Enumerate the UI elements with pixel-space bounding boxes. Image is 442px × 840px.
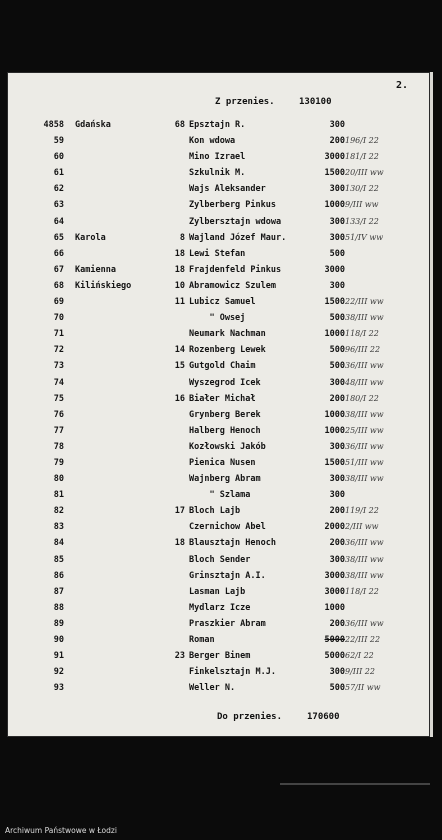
carry-out-label: Do przenies. [217,712,283,722]
ledger-page [7,72,433,737]
house-number: 18 [174,248,185,259]
amount: 500 [329,345,345,356]
handwritten-note: 180/I 22 [345,393,379,403]
person-name: Pienica Nusen [189,457,256,468]
person-name: Zylbersztajn wdowa [189,216,282,227]
ledger-row [7,474,430,490]
amount: 1500 [324,168,345,179]
row-number: 78 [53,441,64,452]
person-name: Halberg Henoch [189,425,261,436]
handwritten-note: 22/III 22 [345,635,381,644]
amount: 300 [329,474,345,485]
ledger-row [7,345,430,361]
house-number: 23 [174,651,185,662]
house-number: 68 [174,120,185,130]
ledger-row [7,233,430,249]
row-number: 71 [53,329,64,340]
ledger-row [7,152,430,168]
amount: 1000 [324,200,345,211]
amount: 300 [329,441,345,452]
amount: 300 [329,377,345,388]
handwritten-note: 57/II ww [345,683,381,693]
person-name: Mino Izrael [189,152,246,163]
ledger-row [7,265,430,281]
person-name: Finkelsztajn M.J. [189,667,276,678]
person-name: " Szlama [189,490,251,501]
person-name: Praszkier Abram [189,618,266,629]
row-number: 68 [53,280,64,291]
row-number: 73 [53,361,64,372]
row-number: 70 [53,313,64,324]
row-number: 67 [53,264,64,275]
row-number: 81 [53,490,64,501]
amount: 1500 [324,297,345,308]
amount: 1000 [324,425,345,436]
person-name: Kon wdowa [189,136,236,147]
house-number: 10 [174,280,185,291]
person-name: Grinsztajn A.I. [189,570,266,581]
amount: 3000 [324,264,345,275]
handwritten-note: 96/III 22 [345,345,381,355]
ledger-row [7,538,430,554]
amount: 500 [329,248,345,259]
amount: 300 [329,232,345,243]
person-name: Kozłowski Jakób [189,441,266,452]
handwritten-note: 36/III ww [345,441,384,451]
amount: 500 [329,683,345,694]
handwritten-note: 9/III ww [345,200,379,210]
ledger-row [7,587,430,603]
ledger-row [7,426,430,442]
row-number: 87 [53,586,64,597]
row-number: 63 [53,200,64,211]
film-strip-edge [280,783,430,785]
handwritten-note: 36/III ww [345,618,384,628]
person-name: Roman [189,635,215,645]
amount: 300 [329,490,345,501]
handwritten-note: 25/III ww [345,425,384,435]
ledger-row [7,394,430,410]
ledger-row [7,571,430,587]
handwritten-note: 20/III ww [345,168,384,178]
amount: 200 [329,136,345,147]
amount: 3000 [324,152,345,163]
ledger-row [7,555,430,571]
person-name: Neumark Nachman [189,329,266,340]
handwritten-note: 22/III ww [345,297,384,307]
amount: 300 [329,280,345,291]
ledger-row [7,635,430,651]
amount: 5000 [324,651,345,662]
row-number: 72 [53,345,64,356]
amount: 300 [329,184,345,195]
handwritten-note: 38/III ww [345,313,384,323]
row-number: 64 [53,216,64,227]
ledger-row [7,281,430,297]
person-name: Epsztajn R. [189,120,246,130]
ledger-row [7,136,430,152]
amount: 200 [329,538,345,549]
person-name: Wajnberg Abram [189,474,261,485]
handwritten-note: 196/I 22 [345,136,379,146]
carry-in-value: 130100 [299,97,332,107]
page-number: 2. [395,80,408,91]
house-number: 18 [174,538,185,549]
person-name: Szkulnik M. [189,168,246,179]
row-number: 60 [53,152,64,163]
ledger-row [7,313,430,329]
ledger-row [7,651,430,667]
amount: 2000 [324,522,345,533]
row-number: 69 [53,297,64,308]
person-name: Berger Binem [189,651,251,662]
ledger-row [7,329,430,345]
ledger-rows [7,120,430,699]
handwritten-note: 36/III ww [345,538,384,548]
amount: 1000 [324,409,345,420]
row-number: 93 [53,683,64,694]
row-number: 90 [53,635,64,645]
person-name: Frajdenfeld Pinkus [189,264,282,275]
house-number: 15 [174,361,185,372]
house-number: 14 [174,345,185,356]
row-number: 77 [53,425,64,436]
handwritten-note: 48/III ww [345,377,384,387]
ledger-row [7,603,430,619]
street-name: Kilińskiego [75,280,132,291]
handwritten-note: 118/I 22 [345,586,379,596]
row-number: 86 [53,570,64,581]
ledger-row [7,200,430,216]
person-name: Wyszegrod Icek [189,377,261,388]
person-name: Wajs Aleksander [189,184,266,195]
person-name: Czernichow Abel [189,522,266,533]
amount: 300 [329,216,345,227]
row-number: 74 [53,377,64,388]
handwritten-note: 36/III ww [345,361,384,371]
person-name: Grynberg Berek [189,409,261,420]
person-name: Gutgold Chaim [189,361,256,372]
house-number: 16 [174,393,185,404]
ledger-row [7,217,430,233]
person-name: Rozenberg Lewek [189,345,266,356]
person-name: Zylberberg Pinkus [189,200,276,211]
row-number: 4858 [43,120,64,130]
person-name: " Owsej [189,313,246,324]
house-number: 17 [174,506,185,517]
row-number: 88 [53,602,64,613]
handwritten-note: 62/I 22 [345,651,374,661]
street-name: Kamienna [75,264,116,275]
ledger-row [7,619,430,635]
handwritten-note: 130/I 22 [345,184,379,194]
row-number: 62 [53,184,64,195]
amount: 1500 [324,457,345,468]
amount: 500 [329,361,345,372]
row-number: 89 [53,618,64,629]
handwritten-note: 38/III ww [345,570,384,580]
row-number: 82 [53,506,64,517]
amount: 200 [329,393,345,404]
person-name: Lasman Lajb [189,586,246,597]
ledger-row [7,249,430,265]
row-number: 79 [53,457,64,468]
handwritten-note: 38/III ww [345,554,384,564]
handwritten-note: 119/I 22 [345,506,379,516]
carry-out-value: 170600 [307,712,340,722]
person-name: Lubicz Samuel [189,297,256,308]
ledger-row [7,490,430,506]
row-number: 61 [53,168,64,179]
ledger-row [7,361,430,377]
ledger-row [7,120,430,136]
ledger-row [7,683,430,699]
amount: 200 [329,506,345,517]
amount: 300 [329,667,345,678]
handwritten-note: 133/I 22 [345,216,379,226]
amount: 1000 [324,329,345,340]
person-name: Białer Michał [189,393,256,404]
row-number: 66 [53,248,64,259]
ledger-row [7,297,430,313]
amount: 3000 [324,570,345,581]
ledger-row [7,522,430,538]
row-number: 76 [53,409,64,420]
person-name: Weller N. [189,683,236,694]
row-number: 91 [53,651,64,662]
person-name: Wajland Józef Maur. [189,232,287,243]
amount: 1000 [324,602,345,613]
person-name: Bloch Sender [189,554,251,565]
street-name: Gdańska [75,120,111,130]
amount: 500 [329,313,345,324]
row-number: 83 [53,522,64,533]
house-number: 11 [174,297,185,308]
handwritten-note: 38/III ww [345,409,384,419]
handwritten-note: 38/III ww [345,474,384,484]
handwritten-note: 181/I 22 [345,152,379,162]
ledger-row [7,410,430,426]
amount: 200 [329,618,345,629]
amount: 5000 [324,635,345,645]
row-number: 84 [53,538,64,549]
ledger-row [7,168,430,184]
ledger-row [7,458,430,474]
person-name: Blausztajn Henoch [189,538,276,549]
row-number: 85 [53,554,64,565]
person-name: Bloch Lajb [189,506,241,517]
handwritten-note: 2/III ww [345,522,379,532]
ledger-row [7,506,430,522]
row-number: 75 [53,393,64,404]
street-name: Karola [75,232,106,243]
person-name: Abramowicz Szulem [189,280,276,291]
archive-label: Archiwum Państwowe w Łodzi [5,826,117,835]
amount: 300 [329,554,345,565]
person-name: Mydlarz Icze [189,602,251,613]
amount: 300 [329,120,345,130]
handwritten-note: 51/III ww [345,457,384,467]
row-number: 65 [53,232,64,243]
person-name: Lewi Stefan [189,248,246,259]
ledger-row [7,378,430,394]
ledger-row [7,442,430,458]
house-number: 8 [179,232,185,243]
row-number: 80 [53,474,64,485]
row-number: 59 [53,136,64,147]
handwritten-note: 9/III 22 [345,667,375,677]
ledger-row [7,667,430,683]
house-number: 18 [174,264,185,275]
carry-in-label: Z przenies. [215,97,275,107]
ledger-row [7,184,430,200]
handwritten-note: 118/I 22 [345,329,379,339]
handwritten-note: 51/IV ww [345,232,384,242]
row-number: 92 [53,667,64,678]
amount: 3000 [324,586,345,597]
